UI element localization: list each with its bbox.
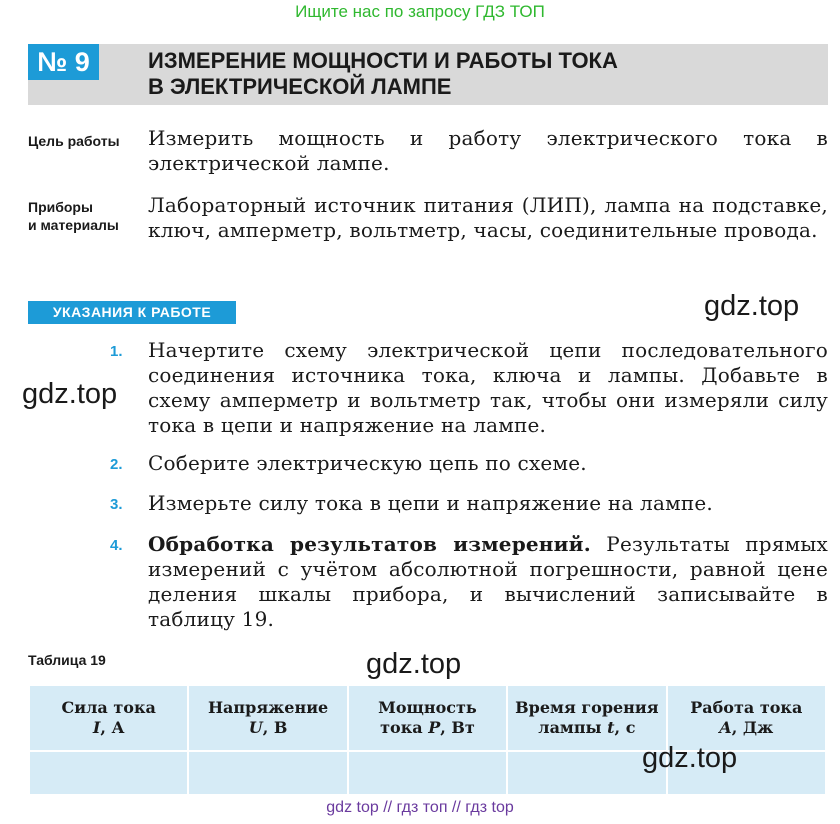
column-header-voltage: Напряжение U, В	[188, 685, 347, 751]
section-title-badge: УКАЗАНИЯ К РАБОТЕ	[28, 301, 236, 324]
step-text: Начертите схему электрической цепи последовательного соединения источника тока, ключа и лампы. Добавьте в схему амперметр и вольтметр так, чтобы они измеряли силу тока в цепи и напряжение на лампе.	[148, 338, 828, 437]
step-text	[148, 532, 828, 632]
table-cell	[29, 751, 188, 795]
bottom-banner: gdz top // гдз топ // гдз top	[326, 799, 514, 816]
step-number: 3.	[110, 496, 123, 513]
column-header-work: Работа тока A, Дж	[667, 685, 826, 751]
results-table	[28, 684, 827, 796]
column-header-current: Сила тока I, А	[29, 685, 188, 751]
column-header-time: Время горения лампы t, с	[507, 685, 666, 751]
step-text-rest: Результаты прямых измерений с учётом абсолютной погрешности, равной цене деления шкалы прибора, и вычислений записывайте в таблицу 19.	[148, 532, 828, 631]
equipment-text: Лабораторный источник питания (ЛИП), лампа на подставке, ключ, амперметр, вольтметр, часы, соединительные провода.	[148, 193, 828, 242]
step-text: Измерьте силу тока в цепи и напряжение на лампе.	[148, 491, 713, 515]
column-header-power: Мощность тока P, Вт	[348, 685, 507, 751]
watermark: gdz.top	[642, 742, 738, 774]
watermark: gdz.top	[704, 290, 800, 322]
step-number: 1.	[110, 343, 123, 360]
equipment-label	[28, 198, 119, 234]
page-title	[148, 48, 788, 100]
step-number: 4.	[110, 537, 123, 554]
table-cell	[188, 751, 347, 795]
table-cell	[348, 751, 507, 795]
title-line-2: В ЭЛЕКТРИЧЕСКОЙ ЛАМПЕ	[148, 74, 452, 99]
title-line-1: ИЗМЕРЕНИЕ МОЩНОСТИ И РАБОТЫ ТОКА	[148, 48, 618, 73]
equipment-label-line-2: и материалы	[28, 217, 119, 233]
step-bold-heading: Обработка результатов измерений.	[148, 532, 591, 556]
step-text: Соберите электрическую цепь по схеме.	[148, 451, 587, 475]
watermark: gdz.top	[22, 378, 118, 410]
top-banner: Ищите нас по запросу ГДЗ ТОП	[295, 2, 545, 21]
goal-label: Цель работы	[28, 133, 120, 149]
lab-number-badge: № 9	[28, 44, 99, 80]
equipment-label-line-1: Приборы	[28, 199, 93, 215]
watermark: gdz.top	[366, 648, 462, 680]
step-number: 2.	[110, 456, 123, 473]
goal-text: Измерить мощность и работу электрического тока в электрической лампе.	[148, 126, 828, 175]
table-label: Таблица 19	[28, 652, 106, 668]
